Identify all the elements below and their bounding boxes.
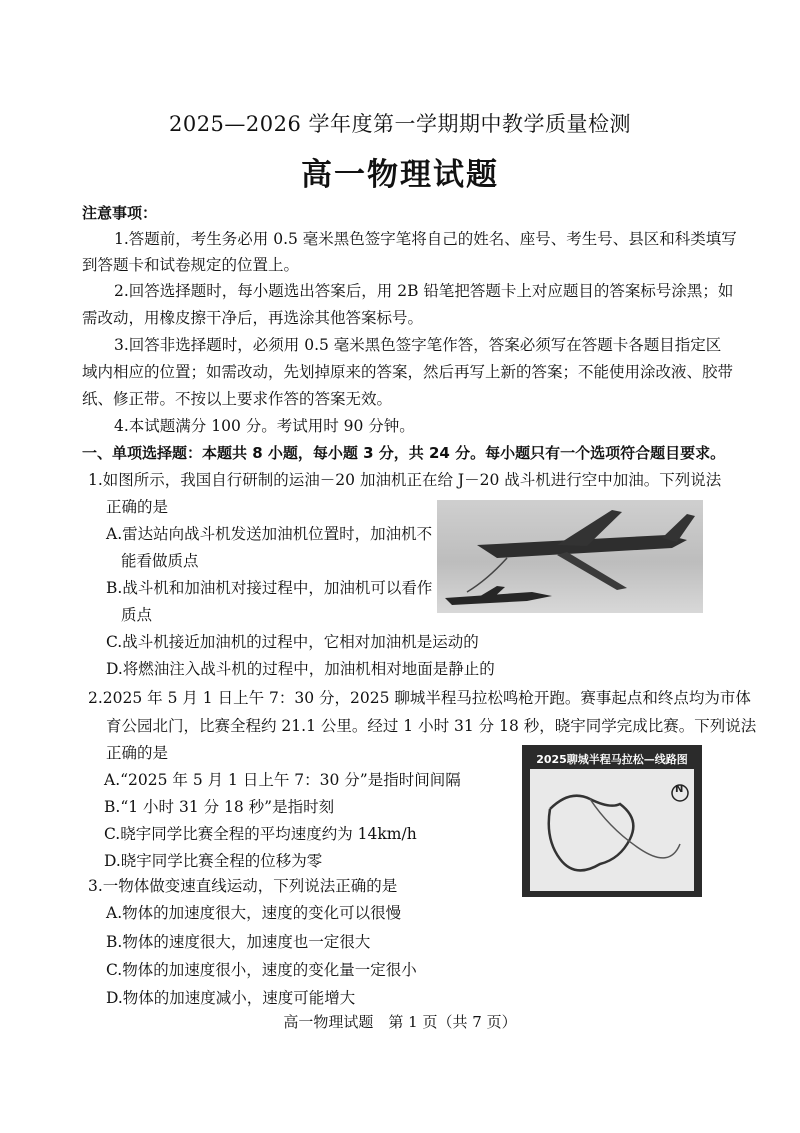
q1-option-a-line-2: 能看做质点 [121, 552, 199, 570]
q1-option-c: C.战斗机接近加油机的过程中，它相对加油机是运动的 [106, 633, 479, 651]
notice-heading: 注意事项： [82, 204, 158, 222]
q3-option-d: D.物体的加速度减小，速度可能增大 [106, 989, 356, 1007]
q1-stem-line-1: 1.如图所示，我国自行研制的运油－20 加油机正在给 J－20 战斗机进行空中加油。下列说法 [88, 471, 722, 489]
q1-option-b-line-2: 质点 [121, 606, 153, 624]
q1-option-d: D.将燃油注入战斗机的过程中，加油机相对地面是静止的 [106, 660, 495, 678]
q2-stem-line-3: 正确的是 [106, 744, 169, 762]
notice-line-2: 到答题卡和试卷规定的位置上。 [82, 256, 300, 274]
q3-option-c: C.物体的加速度很小，速度的变化量一定很小 [106, 961, 417, 979]
map-title: 2025聊城半程马拉松—线路图 [536, 753, 688, 766]
q1-stem-line-2: 正确的是 [106, 498, 169, 516]
map-area [530, 769, 694, 891]
notice-line-1: 1.答题前，考生务必用 0.5 毫米黑色签字笔将自己的姓名、座号、考生号、县区和科类填写 [114, 230, 737, 248]
q1-option-b-line-1: B.战斗机和加油机对接过程中，加油机可以看作 [106, 579, 433, 597]
notice-line-4: 需改动，用橡皮擦干净后，再选涂其他答案标号。 [82, 309, 424, 327]
notice-line-3: 2.回答选择题时，每小题选出答案后，用 2B 铅笔把答题卡上对应题目的答案标号涂黑；如 [114, 282, 734, 300]
q2-stem-line-2: 育公园北门，比赛全程约 21.1 公里。经过 1 小时 31 分 18 秒，晓宇同学完成比赛。下列说法 [106, 717, 757, 735]
notice-line-7: 纸、修正带。不按以上要求作答的答案无效。 [82, 390, 393, 408]
notice-line-5: 3.回答非选择题时，必须用 0.5 毫米黑色签字笔作答，答案必须写在答题卡各题目指定区 [114, 336, 722, 354]
q3-stem: 3.一物体做变速直线运动，下列说法正确的是 [88, 877, 398, 895]
subject-title: 高一物理试题 [301, 157, 499, 193]
marathon-route-map [522, 745, 702, 897]
q3-option-b: B.物体的速度很大，加速度也一定很大 [106, 933, 371, 951]
q2-option-a: A.“2025 年 5 月 1 日上午 7：30 分”是指时间间隔 [104, 771, 461, 789]
q2-option-c: C.晓宇同学比赛全程的平均速度约为 14km/h [104, 825, 417, 843]
route-illustration [530, 769, 694, 891]
north-compass-icon: N [675, 784, 684, 795]
aircraft-illustration [437, 500, 703, 613]
exam-title: 2025—2026 学年度第一学期期中教学质量检测 [168, 112, 632, 136]
q3-option-a: A.物体的加速度很大，速度的变化可以很慢 [106, 904, 402, 922]
section1-heading: 一、单项选择题：本题共 8 小题，每小题 3 分，共 24 分。每小题只有一个选项符合题目要求。 [82, 444, 726, 462]
q2-stem-line-1: 2.2025 年 5 月 1 日上午 7：30 分，2025 聊城半程马拉松鸣枪开跑。赛事起点和终点均为市体 [88, 689, 751, 707]
q2-option-b: B.“1 小时 31 分 18 秒”是指时刻 [104, 798, 335, 816]
q2-option-d: D.晓宇同学比赛全程的位移为零 [104, 852, 323, 870]
q1-option-a-line-1: A.雷达站向战斗机发送加油机位置时，加油机不 [106, 525, 433, 543]
notice-line-6: 域内相应的位置；如需改动，先划掉原来的答案，然后再写上新的答案；不能使用涂改液、胶带 [82, 363, 734, 381]
refueling-aircraft-photo [437, 500, 703, 613]
page-footer: 高一物理试题 第 1 页（共 7 页） [283, 1013, 517, 1031]
notice-line-8: 4.本试题满分 100 分。考试用时 90 分钟。 [114, 417, 415, 435]
